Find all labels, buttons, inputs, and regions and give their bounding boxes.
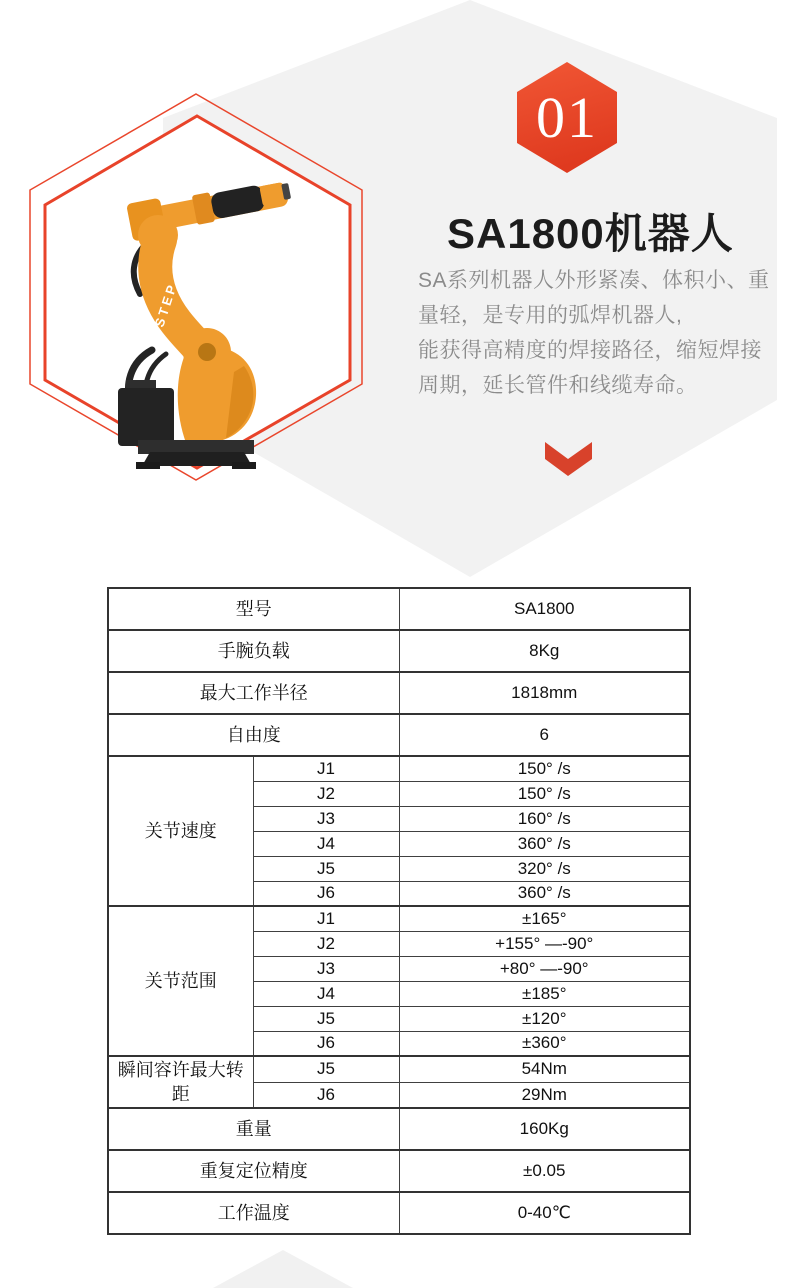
spec-value-cell: ±120° xyxy=(399,1006,690,1031)
spec-label-cell: 工作温度 xyxy=(108,1192,399,1234)
spec-joint-cell: J5 xyxy=(253,1056,399,1082)
table-row xyxy=(108,588,690,630)
spec-value-cell: 320° /s xyxy=(399,856,690,881)
spec-joint-cell: J2 xyxy=(253,781,399,806)
spec-joint-cell: J6 xyxy=(253,1082,399,1108)
spec-table xyxy=(107,587,691,1235)
spec-value-cell: 360° /s xyxy=(399,881,690,906)
table-row xyxy=(108,630,690,672)
spec-label-cell: 重量 xyxy=(108,1108,399,1150)
spec-value-cell: 8Kg xyxy=(399,630,690,672)
next-section-hexagon-tip xyxy=(213,1250,353,1288)
table-row xyxy=(108,672,690,714)
table-row xyxy=(108,1056,690,1082)
spec-value-cell: 150° /s xyxy=(399,756,690,781)
spec-joint-cell: J2 xyxy=(253,931,399,956)
table-row xyxy=(108,1192,690,1234)
description-line: 周期，延长管件和线缆寿命。 xyxy=(418,374,698,397)
spec-group-label-cell: 瞬间容许最大转距 xyxy=(108,1056,253,1108)
spec-value-cell: 1818mm xyxy=(399,672,690,714)
table-row xyxy=(108,756,690,781)
spec-value-cell: 160Kg xyxy=(399,1108,690,1150)
spec-joint-cell: J1 xyxy=(253,756,399,781)
table-row xyxy=(108,714,690,756)
spec-value-cell: 150° /s xyxy=(399,781,690,806)
spec-joint-cell: J5 xyxy=(253,856,399,881)
table-row xyxy=(108,906,690,931)
spec-value-cell: ±0.05 xyxy=(399,1150,690,1192)
spec-value-cell: 0-40℃ xyxy=(399,1192,690,1234)
spec-label-cell: 手腕负载 xyxy=(108,630,399,672)
spec-value-cell: 54Nm xyxy=(399,1056,690,1082)
spec-value-cell: +155° —-90° xyxy=(399,931,690,956)
spec-value-cell: +80° —-90° xyxy=(399,956,690,981)
spec-joint-cell: J6 xyxy=(253,1031,399,1056)
spec-joint-cell: J4 xyxy=(253,981,399,1006)
spec-joint-cell: J4 xyxy=(253,831,399,856)
product-description xyxy=(418,263,783,403)
spec-joint-cell: J5 xyxy=(253,1006,399,1031)
spec-value-cell: SA1800 xyxy=(399,588,690,630)
robot-brand-label: STEP xyxy=(151,280,181,329)
spec-joint-cell: J3 xyxy=(253,956,399,981)
spec-label-cell: 自由度 xyxy=(108,714,399,756)
table-row xyxy=(108,1108,690,1150)
spec-value-cell: ±360° xyxy=(399,1031,690,1056)
spec-group-label-cell: 关节速度 xyxy=(108,756,253,906)
spec-label-cell: 重复定位精度 xyxy=(108,1150,399,1192)
spec-group-label-cell: 关节范围 xyxy=(108,906,253,1056)
description-line: SA系列机器人外形紧凑、体积小、重 xyxy=(418,269,770,292)
spec-value-cell: 6 xyxy=(399,714,690,756)
page-title: SA1800机器人 xyxy=(447,210,734,257)
spec-joint-cell: J1 xyxy=(253,906,399,931)
spec-label-cell: 型号 xyxy=(108,588,399,630)
table-row xyxy=(108,1150,690,1192)
spec-value-cell: ±165° xyxy=(399,906,690,931)
section-number: 01 xyxy=(536,84,598,150)
description-line: 量轻，是专用的弧焊机器人, xyxy=(418,304,683,327)
spec-value-cell: 160° /s xyxy=(399,806,690,831)
spec-value-cell: 29Nm xyxy=(399,1082,690,1108)
spec-joint-cell: J3 xyxy=(253,806,399,831)
spec-value-cell: 360° /s xyxy=(399,831,690,856)
spec-value-cell: ±185° xyxy=(399,981,690,1006)
spec-label-cell: 最大工作半径 xyxy=(108,672,399,714)
spec-joint-cell: J6 xyxy=(253,881,399,906)
description-line: 能获得高精度的焊接路径，缩短焊接 xyxy=(418,339,762,362)
